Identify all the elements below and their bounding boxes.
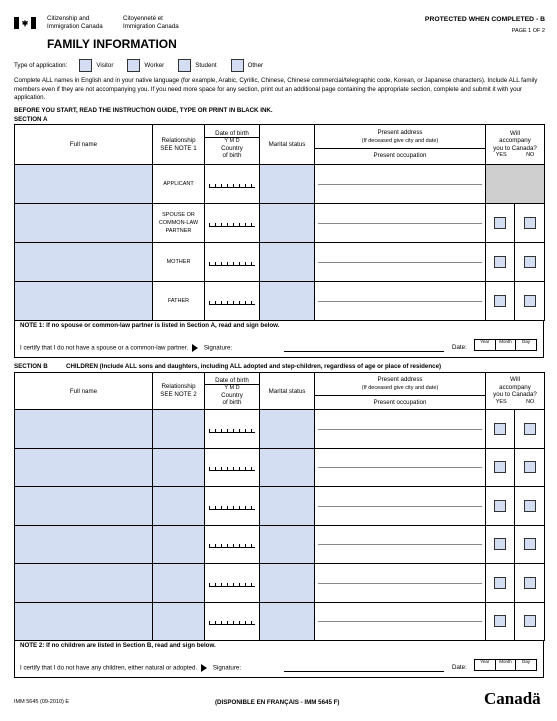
certify-no-spouse-text: I certify that I do not have a spouse or a common-law partner.: [20, 344, 189, 352]
date-month: [496, 340, 517, 350]
accompany-label: accompany: [499, 137, 531, 144]
agency-name-fr: [123, 15, 179, 31]
of-birth-label: of birth: [222, 398, 242, 406]
address-field[interactable]: [315, 204, 486, 243]
full-name-field[interactable]: [15, 487, 153, 526]
yes-checkbox[interactable]: [494, 461, 506, 473]
of-birth-label: of birth: [222, 152, 242, 159]
date-field-a[interactable]: [474, 339, 537, 351]
relationship-field[interactable]: [153, 602, 205, 641]
canada-wordmark: Canadä: [484, 689, 541, 708]
address-field[interactable]: [315, 165, 486, 204]
certify-no-children: [20, 664, 241, 672]
marital-field[interactable]: [260, 243, 315, 282]
ymd-label: Y M D: [224, 384, 240, 391]
address-field[interactable]: [315, 448, 486, 487]
full-name-field[interactable]: [15, 410, 153, 449]
yes-checkbox[interactable]: [494, 256, 506, 268]
dob-field[interactable]: [205, 525, 260, 564]
yes-checkbox[interactable]: [494, 538, 506, 550]
relationship-header: [153, 125, 205, 165]
address-header: [315, 125, 486, 165]
year-label: Year: [480, 339, 490, 344]
relationship-father: FATHER: [153, 282, 205, 321]
no-checkbox[interactable]: [524, 615, 536, 627]
accompany-no: [515, 487, 545, 526]
section-a-table: [14, 124, 545, 321]
date-field-b[interactable]: [474, 659, 537, 671]
address-field[interactable]: [315, 525, 486, 564]
dob-label: Date of birth: [205, 377, 259, 385]
marital-field[interactable]: [260, 282, 315, 321]
deceased-note: (If deceased give city and date): [315, 137, 485, 149]
address-field[interactable]: [315, 564, 486, 603]
relationship-header: [153, 373, 205, 410]
dob-field[interactable]: [205, 243, 260, 282]
table-row: [15, 564, 545, 603]
marital-field[interactable]: [260, 410, 315, 449]
application-type-label: Type of application:: [14, 62, 68, 69]
accompany-no: [515, 282, 545, 321]
agency-name-en: [47, 15, 103, 31]
accompany-yes: [486, 525, 515, 564]
dob-field[interactable]: [205, 410, 260, 449]
no-checkbox[interactable]: [524, 256, 536, 268]
relationship-field[interactable]: [153, 448, 205, 487]
section-a-title: SECTION A: [14, 116, 48, 123]
address-field[interactable]: [315, 487, 486, 526]
no-checkbox[interactable]: [524, 461, 536, 473]
arrow-icon: [201, 664, 207, 672]
ymd-label: Y M D: [224, 138, 240, 144]
agency-en-line-2: Immigration Canada: [47, 23, 103, 30]
yes-checkbox[interactable]: [494, 217, 506, 229]
yes-checkbox[interactable]: [494, 295, 506, 307]
agency-en-line-1: Citizenship and: [47, 15, 90, 22]
no-label: NO: [526, 398, 535, 405]
accompany-yes: [486, 602, 515, 641]
marital-field[interactable]: [260, 204, 315, 243]
accompany-no: [515, 448, 545, 487]
will-label: Will: [510, 376, 520, 383]
dob-field[interactable]: [205, 564, 260, 603]
present-occupation-label: Present occupation: [373, 152, 427, 159]
accompany-header: [486, 373, 545, 410]
dob-label: Date of birth: [205, 130, 259, 138]
table-row: [15, 243, 545, 282]
dob-field[interactable]: [205, 487, 260, 526]
no-checkbox[interactable]: [524, 500, 536, 512]
dob-field[interactable]: [205, 165, 260, 204]
section-b-title: SECTION B: [14, 363, 48, 370]
accompany-header: [486, 125, 545, 165]
accompany-no: [515, 243, 545, 282]
french-version-note: (DISPONIBLE EN FRANÇAIS - IMM 5645 F): [215, 699, 340, 706]
relationship-field[interactable]: [153, 525, 205, 564]
year-label: Year: [480, 659, 490, 664]
will-label: Will: [510, 129, 520, 137]
address-field[interactable]: [315, 243, 486, 282]
relationship-spouse: SPOUSE OR COMMON-LAW PARTNER: [153, 204, 205, 243]
table-row: [15, 448, 545, 487]
yes-label: YES: [495, 398, 507, 405]
visitor-label: Visitor: [96, 62, 114, 69]
accompany-yes: [486, 564, 515, 603]
arrow-icon: [192, 344, 198, 352]
no-checkbox[interactable]: [524, 577, 536, 589]
note-1: NOTE 1: If no spouse or common-law partner is listed in Section A, read and sign below.: [20, 322, 280, 329]
address-field[interactable]: [315, 282, 486, 321]
table-row: [15, 204, 545, 243]
dob-header: [205, 125, 260, 165]
marital-header: Marital status: [260, 125, 315, 165]
page-number: PAGE 1 OF 2: [511, 28, 545, 34]
yes-checkbox[interactable]: [494, 615, 506, 627]
marital-field[interactable]: [260, 525, 315, 564]
relationship-label: Relationship: [161, 136, 196, 144]
full-name-field[interactable]: [15, 282, 153, 321]
yes-label: YES: [495, 152, 507, 158]
no-checkbox[interactable]: [524, 538, 536, 550]
protected-label: PROTECTED WHEN COMPLETED - B: [424, 16, 545, 23]
table-row: [15, 410, 545, 449]
date-year: [475, 340, 496, 350]
dob-field[interactable]: [205, 204, 260, 243]
section-b-table: [14, 372, 545, 641]
full-name-field[interactable]: [15, 525, 153, 564]
marital-field[interactable]: [260, 602, 315, 641]
other-label: Other: [247, 62, 264, 69]
full-name-field[interactable]: [15, 165, 153, 204]
note-2: NOTE 2: If no children are listed in Section B, read and sign below.: [20, 642, 216, 649]
relationship-applicant: APPLICANT: [153, 165, 205, 204]
marital-field[interactable]: [260, 448, 315, 487]
full-name-field[interactable]: [15, 243, 153, 282]
certify-no-children-text: I certify that I do not have any children, either natural or adopted.: [20, 664, 198, 672]
accompany-yes: [486, 204, 515, 243]
accompany-yes: [486, 282, 515, 321]
worker-checkbox[interactable]: [127, 59, 140, 72]
signature-label: Signature:: [212, 664, 242, 672]
relationship-field[interactable]: [153, 487, 205, 526]
present-address-label: Present address: [377, 129, 423, 136]
no-checkbox[interactable]: [524, 295, 536, 307]
accompany-no: [515, 602, 545, 641]
accompany-no: [515, 204, 545, 243]
section-b-header-row: [15, 373, 545, 410]
table-row: [15, 282, 545, 321]
relationship-field[interactable]: [153, 410, 205, 449]
table-row: [15, 487, 545, 526]
no-label: NO: [526, 152, 535, 158]
accompany-yes: [486, 487, 515, 526]
full-name-field[interactable]: [15, 204, 153, 243]
accompany-yes: [486, 448, 515, 487]
address-field[interactable]: [315, 602, 486, 641]
address-header: [315, 373, 486, 410]
table-row: [15, 602, 545, 641]
dob-field[interactable]: [205, 602, 260, 641]
address-field[interactable]: [315, 410, 486, 449]
see-note-1-label: SEE NOTE 1: [160, 144, 197, 152]
student-checkbox[interactable]: [178, 59, 191, 72]
date-label-b: Date:: [452, 664, 467, 671]
yes-checkbox[interactable]: [494, 423, 506, 435]
month-label: Month: [499, 659, 512, 664]
dob-field[interactable]: [205, 282, 260, 321]
table-row: [15, 165, 545, 204]
other-checkbox[interactable]: [231, 59, 244, 72]
present-occupation-label: Present occupation: [373, 398, 427, 406]
canada-flag-icon: [14, 17, 36, 29]
see-note-2-label: SEE NOTE 2: [160, 391, 197, 398]
accompany-yes: [486, 410, 515, 449]
signature-field-a[interactable]: [284, 351, 444, 352]
agency-fr-line-2: Immigration Canada: [123, 23, 179, 30]
full-name-header: Full name: [15, 373, 153, 410]
country-label: Country: [221, 391, 243, 399]
agency-fr-line-1: Citoyenneté et: [123, 15, 163, 22]
accompany-label: accompany: [499, 383, 531, 391]
section-b-subtitle: CHILDREN (Include ALL sons and daughters, including ALL adopted and step-children, regardless of age or place of residence): [66, 363, 442, 370]
full-name-header: Full name: [15, 125, 153, 165]
relationship-label: Relationship: [161, 383, 196, 390]
application-type: [14, 59, 263, 72]
accompany-no: [515, 525, 545, 564]
dob-field[interactable]: [205, 448, 260, 487]
certify-no-spouse: [20, 344, 232, 352]
full-name-field[interactable]: [15, 602, 153, 641]
date-day: [516, 340, 536, 350]
dob-header: [205, 373, 260, 410]
country-label: Country: [221, 145, 243, 152]
worker-label: Worker: [144, 62, 165, 69]
relationship-field[interactable]: [153, 564, 205, 603]
date-day: [516, 660, 536, 670]
day-label: Day: [522, 339, 531, 344]
form-id: IMM 5645 (09-2010) E: [14, 699, 70, 705]
signature-field-b[interactable]: [284, 671, 444, 672]
relationship-mother: MOTHER: [153, 243, 205, 282]
accompany-na: [486, 165, 545, 204]
no-checkbox[interactable]: [524, 423, 536, 435]
date-label-a: Date:: [452, 344, 467, 351]
no-checkbox[interactable]: [524, 217, 536, 229]
to-canada-label: you to Canada?: [493, 391, 537, 398]
student-label: Student: [195, 62, 217, 69]
deceased-note: (If deceased give city and date): [315, 384, 485, 396]
accompany-yes: [486, 243, 515, 282]
to-canada-label: you to Canada?: [493, 144, 537, 152]
page-title: FAMILY INFORMATION: [47, 37, 177, 51]
accompany-no: [515, 564, 545, 603]
month-label: Month: [499, 339, 512, 344]
yes-checkbox[interactable]: [494, 577, 506, 589]
accompany-no: [515, 410, 545, 449]
marital-field[interactable]: [260, 564, 315, 603]
date-year: [475, 660, 496, 670]
present-address-label: Present address: [377, 375, 423, 383]
marital-field[interactable]: [260, 487, 315, 526]
full-name-field[interactable]: [15, 564, 153, 603]
yes-checkbox[interactable]: [494, 500, 506, 512]
visitor-checkbox[interactable]: [79, 59, 92, 72]
signature-label: Signature:: [203, 344, 233, 352]
date-month: [496, 660, 517, 670]
marital-header: Marital status: [260, 373, 315, 410]
instructions-before: BEFORE YOU START, READ THE INSTRUCTION GUIDE, TYPE OR PRINT IN BLACK INK.: [14, 107, 273, 114]
section-a-header-row: [15, 125, 545, 165]
instructions-paragraph: Complete ALL names in English and in your native language (for example, Arabic, Cyrillic, Chinese, Chinese commercial/telegraphic code, Korean, or Japanese characters). Include ALL family members even if they are not accompanying you. If you need more space for any section, print out an additional page containing the appropriate section, complete and submit it with your application.: [14, 77, 538, 101]
day-label: Day: [522, 659, 531, 664]
marital-field[interactable]: [260, 165, 315, 204]
full-name-field[interactable]: [15, 448, 153, 487]
table-row: [15, 525, 545, 564]
